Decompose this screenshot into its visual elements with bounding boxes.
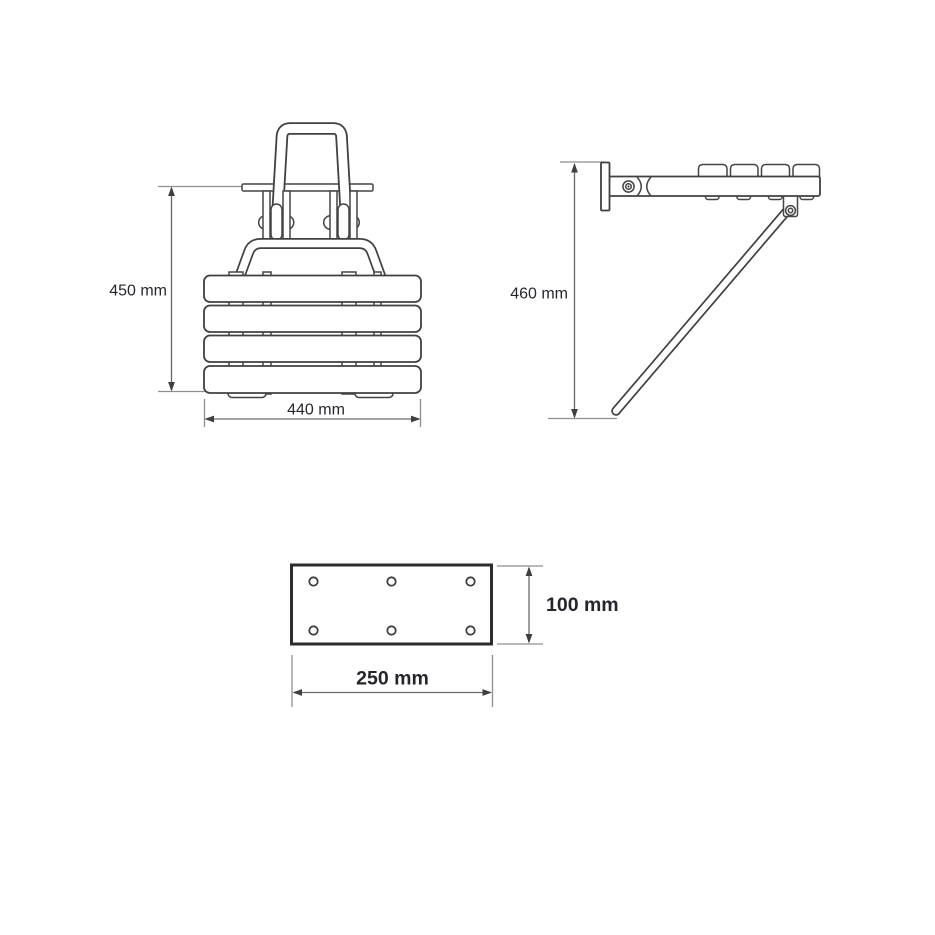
mounting-hole bbox=[466, 577, 474, 585]
seat-slat bbox=[204, 366, 421, 393]
arrow-right-icon bbox=[411, 416, 421, 423]
pivot-center-dot bbox=[627, 185, 629, 187]
support-leg bbox=[616, 205, 792, 411]
plate-width-label: 250 mm bbox=[356, 667, 429, 690]
wall-bracket-bar bbox=[242, 184, 373, 191]
mounting-hole bbox=[387, 626, 395, 634]
arrow-up-icon bbox=[168, 187, 175, 197]
hinge-capsules bbox=[271, 204, 349, 240]
leg-pivot bbox=[786, 206, 796, 216]
seat-frame bbox=[239, 244, 383, 281]
mounting-hole bbox=[387, 577, 395, 585]
arrow-up-icon bbox=[526, 567, 533, 577]
plate-width-dimension bbox=[292, 655, 493, 707]
mounting-hole bbox=[309, 626, 317, 634]
mounting-hole bbox=[309, 577, 317, 585]
wall-plate-side bbox=[601, 163, 610, 211]
front-view bbox=[109, 129, 421, 428]
arrow-down-icon bbox=[168, 382, 175, 392]
plate-height-dimension bbox=[497, 566, 619, 644]
plate-height-label: 100 mm bbox=[546, 594, 619, 616]
seat-slat bbox=[204, 336, 421, 363]
hinge-strap bbox=[330, 191, 337, 240]
seat-slat bbox=[204, 306, 421, 333]
support-leg-fill bbox=[616, 205, 792, 411]
seat-frame-outline bbox=[239, 244, 383, 281]
front-width-dimension bbox=[205, 399, 421, 427]
arrow-down-icon bbox=[571, 409, 578, 419]
hinge-strap bbox=[283, 191, 290, 240]
arrow-right-icon bbox=[483, 689, 493, 696]
hinge-capsule bbox=[338, 204, 349, 240]
arrow-left-icon bbox=[293, 689, 303, 696]
seat-slat bbox=[204, 276, 421, 303]
arrow-up-icon bbox=[571, 163, 578, 173]
side-height-label: 460 mm bbox=[510, 285, 568, 303]
arm-pivot-bolt bbox=[623, 181, 634, 192]
front-width-label: 440 mm bbox=[287, 401, 345, 419]
mounting-plate-view bbox=[292, 565, 619, 707]
hinge-strap bbox=[263, 191, 270, 240]
arrow-left-icon bbox=[205, 416, 215, 423]
leg-pivot-inner bbox=[788, 208, 792, 212]
mounting-hole bbox=[466, 626, 474, 634]
side-view bbox=[510, 162, 820, 419]
front-height-label: 450 mm bbox=[109, 282, 167, 300]
hinge-strap bbox=[350, 191, 357, 240]
arrow-down-icon bbox=[526, 634, 533, 644]
hinge-capsule bbox=[271, 204, 282, 240]
